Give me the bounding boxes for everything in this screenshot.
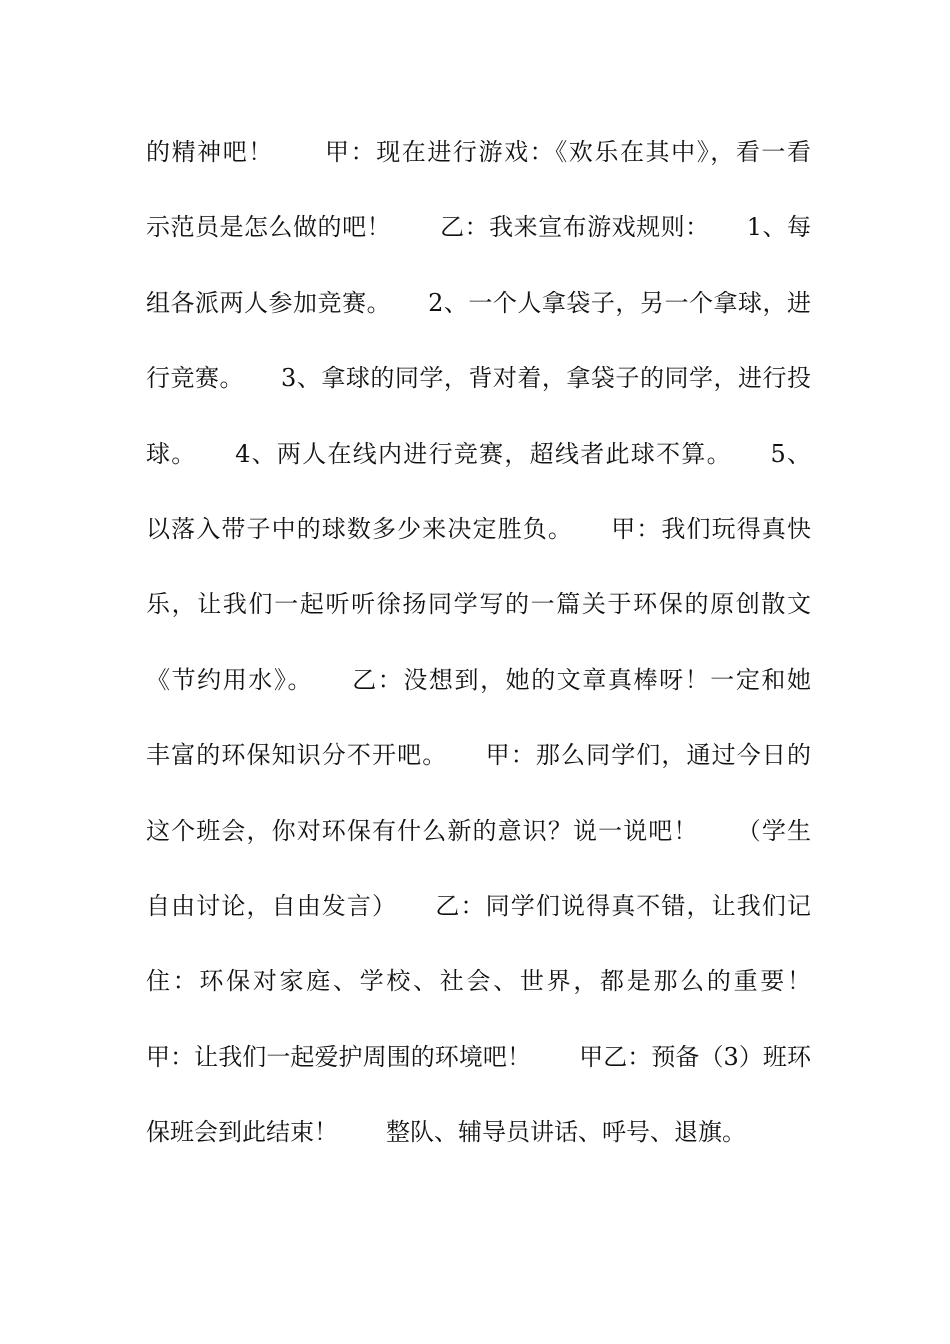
text-line: 《节约用水》。 乙：没想到，她的文章真棒呀！一定和她 — [146, 665, 811, 694]
text-line: 组各派两人参加竞赛。 2、一个人拿袋子，另一个拿球，进 — [146, 288, 811, 317]
text-line: 示范员是怎么做的吧！ 乙：我来宣布游戏规则： 1、每 — [146, 213, 811, 242]
text-line: 甲：让我们一起爱护周围的环境吧！ 甲乙：预备（3）班环 — [146, 1042, 811, 1071]
document-body-text — [146, 128, 811, 1183]
text-line: 乐，让我们一起听听徐扬同学写的一篇关于环保的原创散文 — [146, 590, 811, 619]
text-line: 球。 4、两人在线内进行竞赛，超线者此球不算。 5、 — [146, 439, 811, 468]
text-line: 以落入带子中的球数多少来决定胜负。 甲：我们玩得真快 — [146, 514, 811, 543]
text-line: 自由讨论，自由发言） 乙：同学们说得真不错，让我们记 — [146, 891, 811, 920]
text-line: 保班会到此结束！ 整队、辅导员讲话、呼号、退旗。 — [146, 1118, 746, 1147]
text-line: 住：环保对家庭、学校、社会、世界，都是那么的重要！ — [146, 967, 811, 996]
text-line: 丰富的环保知识分不开吧。 甲：那么同学们，通过今日的 — [146, 741, 811, 770]
text-line: 这个班会，你对环保有什么新的意识？说一说吧！ （学生 — [146, 816, 811, 845]
text-line: 行竞赛。 3、拿球的同学，背对着，拿袋子的同学，进行投 — [146, 364, 811, 393]
text-line: 的精神吧！ 甲：现在进行游戏：《欢乐在其中》，看一看 — [146, 138, 811, 166]
